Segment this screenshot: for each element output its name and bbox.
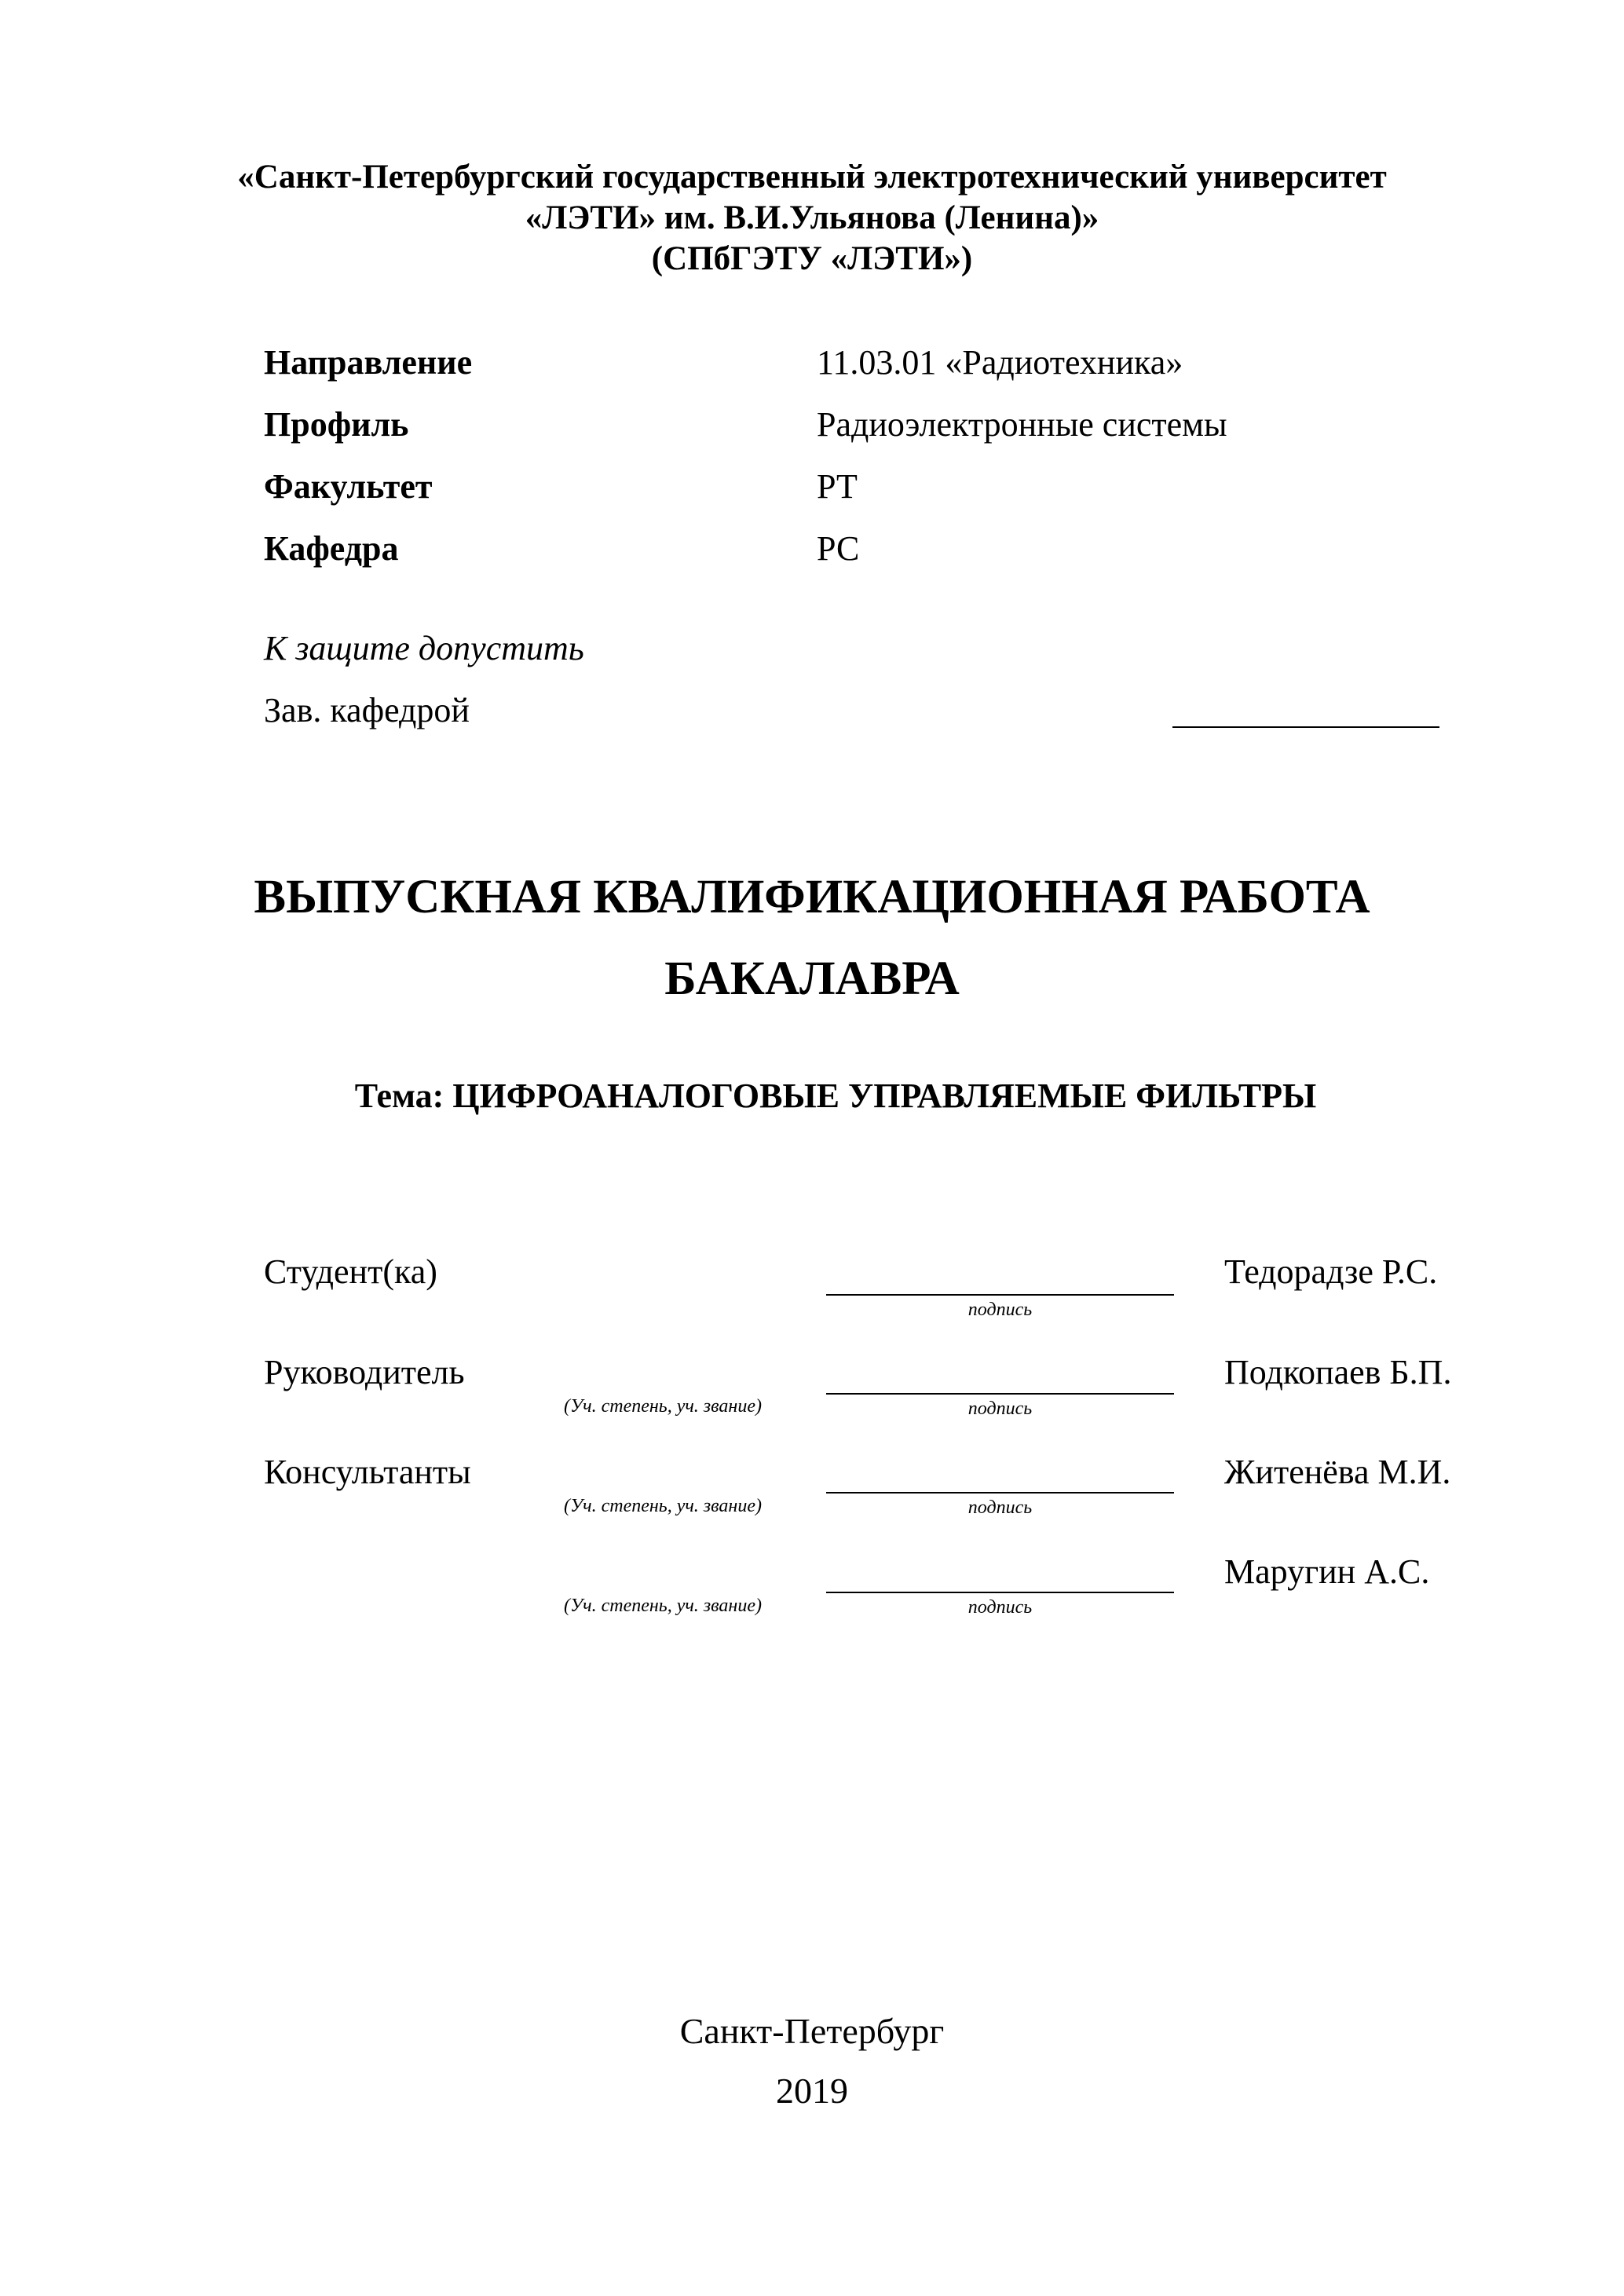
consultant1-signature-line [826, 1492, 1174, 1493]
supervisor-signature-caption: подпись [967, 1398, 1033, 1419]
consultants-role: Консультанты [264, 1453, 471, 1491]
supervisor-role: Руководитель [264, 1353, 465, 1391]
supervisor-name: Подкопаев Б.П. [1224, 1353, 1452, 1391]
info-value-direction: 11.03.01 «Радиотехника» [817, 343, 1183, 382]
supervisor-signature-line [826, 1393, 1174, 1395]
document-title-line2: БАКАЛАВРА [664, 952, 960, 1005]
consultant2-signature-line [826, 1592, 1174, 1593]
consultant1-signature-caption: подпись [967, 1497, 1033, 1518]
university-name-line2: «ЛЭТИ» им. В.И.Ульянова (Ленина)» [525, 199, 1099, 236]
info-value-faculty: РТ [817, 467, 858, 506]
info-value-department: РС [817, 529, 860, 568]
consultant2-name: Маругин А.С. [1224, 1552, 1430, 1591]
info-label-department: Кафедра [264, 529, 399, 568]
admit-to-defense: К защите допустить [264, 629, 584, 667]
student-signature-caption: подпись [967, 1300, 1033, 1320]
info-label-direction: Направление [264, 343, 473, 382]
footer-city: Санкт-Петербург [679, 2011, 945, 2051]
head-of-department-label: Зав. кафедрой [264, 691, 470, 729]
student-signature-line [826, 1294, 1174, 1296]
head-signature-line [1172, 726, 1439, 728]
university-name-line1: «Санкт-Петербургский государственный электротехнический университет [237, 159, 1387, 196]
consultant1-degree-caption: (Уч. степень, уч. звание) [564, 1496, 762, 1516]
footer-year: 2019 [776, 2071, 848, 2111]
info-value-profile: Радиоэлектронные системы [817, 405, 1227, 444]
student-name: Тедорадзе Р.С. [1224, 1252, 1438, 1291]
document-title-line1: ВЫПУСКНАЯ КВАЛИФИКАЦИОННАЯ РАБОТА [254, 871, 1370, 923]
thesis-topic: Тема: ЦИФРОАНАЛОГОВЫЕ УПРАВЛЯЕМЫЕ ФИЛЬТРЫ [354, 1077, 1317, 1115]
consultant2-degree-caption: (Уч. степень, уч. звание) [564, 1596, 762, 1616]
university-abbreviation: (СПбГЭТУ «ЛЭТИ») [651, 240, 973, 277]
info-label-profile: Профиль [264, 405, 409, 444]
info-label-faculty: Факультет [264, 467, 433, 506]
student-role: Студент(ка) [264, 1252, 437, 1291]
supervisor-degree-caption: (Уч. степень, уч. звание) [564, 1396, 762, 1417]
consultant2-signature-caption: подпись [967, 1597, 1033, 1618]
consultant1-name: Житенёва М.И. [1224, 1453, 1451, 1491]
